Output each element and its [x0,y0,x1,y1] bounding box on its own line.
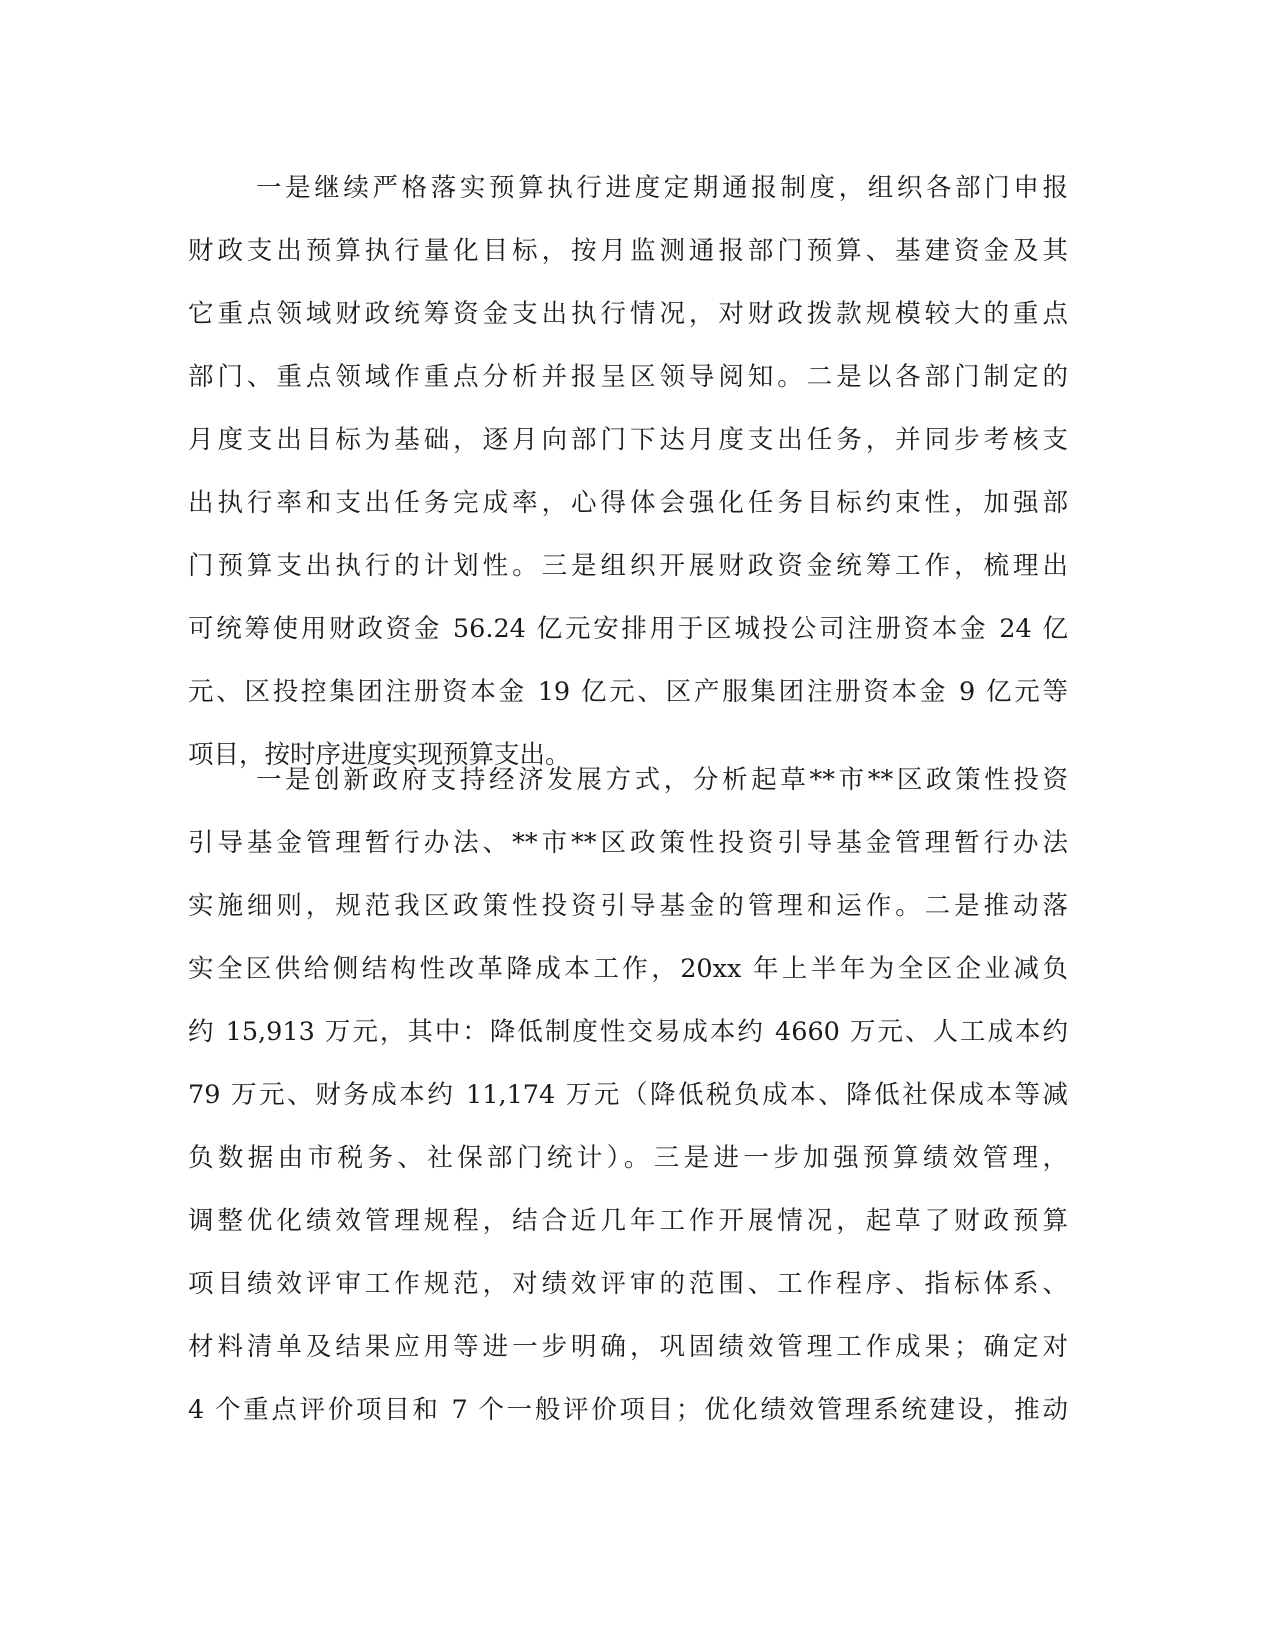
paragraph-line: 门预算支出执行的计划性。三是组织开展财政资金统筹工作，梳理出 [188,551,1068,581]
paragraph-economic-development [188,749,1068,1442]
paragraph-line: 月度支出目标为基础，逐月向部门下达月度支出任务，并同步考核支 [188,425,1068,455]
paragraph-line: 它重点领域财政统筹资金支出执行情况，对财政拨款规模较大的重点 [188,299,1068,329]
paragraph-line: 项目绩效评审工作规范，对绩效评审的范围、工作程序、指标体系、 [188,1269,1068,1299]
paragraph-line: 实施细则，规范我区政策性投资引导基金的管理和运作。二是推动落 [188,891,1068,921]
paragraph-line: 实全区供给侧结构性改革降成本工作，20xx 年上半年为全区企业减负 [188,954,1068,984]
paragraph-line: 引导基金管理暂行办法、**市**区政策性投资引导基金管理暂行办法 [188,828,1068,858]
paragraph-line: 出执行率和支出任务完成率，心得体会强化任务目标约束性，加强部 [188,488,1068,518]
paragraph-line: 元、区投控集团注册资本金 19 亿元、区产服集团注册资本金 9 亿元等 [188,677,1068,707]
paragraph-line: 负数据由市税务、社保部门统计）。三是进一步加强预算绩效管理， [188,1143,1068,1173]
paragraph-line: 调整优化绩效管理规程，结合近几年工作开展情况，起草了财政预算 [188,1206,1068,1236]
paragraph-line: 4 个重点评价项目和 7 个一般评价项目；优化绩效管理系统建设，推动 [188,1395,1068,1425]
paragraph-line: 约 15,913 万元，其中：降低制度性交易成本约 4660 万元、人工成本约 [188,1017,1068,1047]
paragraph-line: 可统筹使用财政资金 56.24 亿元安排用于区城投公司注册资本金 24 亿 [188,614,1068,644]
paragraph-line: 79 万元、财务成本约 11,174 万元（降低税负成本、降低社保成本等减 [188,1080,1068,1110]
paragraph-line: 项目，按时序进度实现预算支出。 [188,740,571,770]
paragraph-line: 一是继续严格落实预算执行进度定期通报制度，组织各部门申报 [256,173,1068,203]
paragraph-line: 材料清单及结果应用等进一步明确，巩固绩效管理工作成果；确定对 [188,1332,1068,1362]
paragraph-budget-execution [188,157,1068,787]
paragraph-line: 部门、重点领域作重点分析并报呈区领导阅知。二是以各部门制定的 [188,362,1068,392]
paragraph-line: 财政支出预算执行量化目标，按月监测通报部门预算、基建资金及其 [188,236,1068,266]
paragraph-line: 一是创新政府支持经济发展方式，分析起草**市**区政策性投资 [256,765,1068,795]
